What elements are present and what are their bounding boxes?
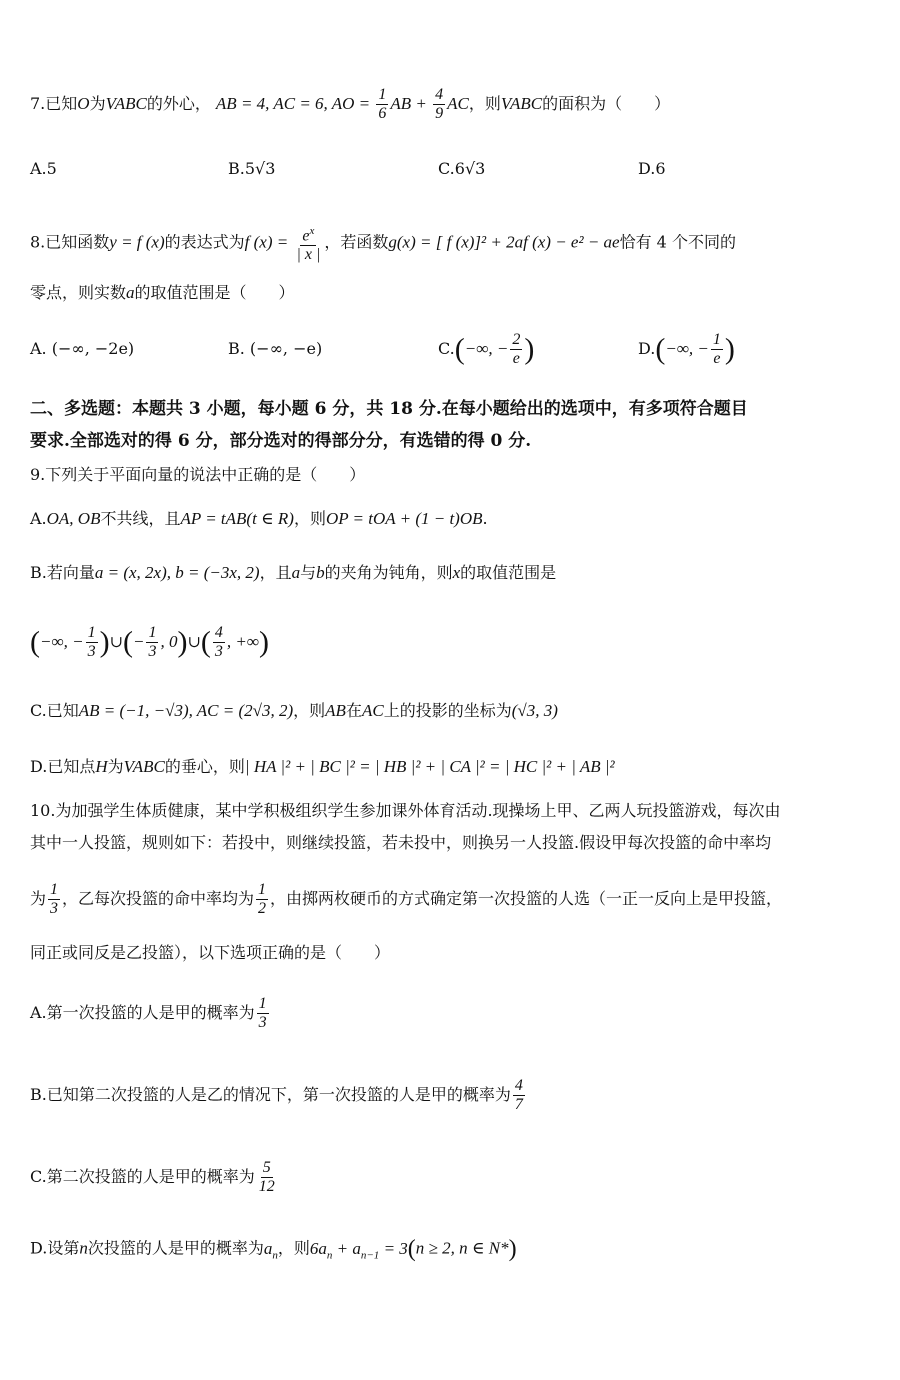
- q8-text: 零点，则实数: [30, 283, 127, 302]
- q7-triangle: VABC: [105, 94, 147, 113]
- q7-text: 7.已知: [30, 94, 78, 113]
- q8-option-b: B. (−∞, −e): [228, 339, 323, 358]
- q7-vector-ac: AC: [447, 94, 469, 113]
- q9-option-c: C.已知AB = (−1, −√3), AC = (2√3, 2)，则AB在AC上的投影的坐标为(√3, 3): [30, 701, 558, 720]
- q7-condition: AB = 4, AC = 6, AO =: [215, 94, 375, 113]
- q8-text: 的取值范围是（ ）: [134, 283, 295, 302]
- q7-option-b: B.5√3: [228, 159, 276, 178]
- q7-math-o: O: [77, 94, 90, 113]
- q9-option-b-set: (−∞, − $\frac{1}{3}$ )∪(− $\frac{1}{3}$ , 0)∪( $\frac{4}{3}$ , +∞): [30, 624, 269, 660]
- q8-text: 的表达式为: [164, 232, 245, 252]
- q9-option-d: D.已知点H为VABC的垂心，则| HA |² + | BC |² = | HB |² + | CA |² = | HC |² + | AB |²: [30, 757, 615, 776]
- q10-stem-line4: 同正或同反是乙投篮），以下选项正确的是（ ）: [30, 943, 391, 962]
- q8-stem-line2: [30, 282, 875, 304]
- q7-vector-ab: AB +: [390, 94, 432, 113]
- q8-text: 8.已知函数: [30, 232, 110, 252]
- q10-option-d: D.设第n次投篮的人是甲的概率为$a_n$，则$6a_n + a_{n-1} = 3(n \ge 2$, n ∈ N*): [30, 1236, 517, 1262]
- q7-text: ，则: [468, 94, 501, 113]
- q10-option-b: B.已知第二次投篮的人是乙的情况下，第一次投篮的人是甲的概率为 $\frac{4}{7}$: [30, 1077, 523, 1113]
- q8-frac: $\frac{e^x}{| x |}$: [294, 222, 322, 264]
- q8-stem: [30, 222, 875, 264]
- q7-text: 为: [89, 94, 106, 113]
- q10-stem-line3: 为 $\frac{1}{3}$ ，乙每次投篮的命中率均为 $\frac{1}{2}$ ，由掷两枚硬币的方式确定第一次投篮的人选（一正一反向上是甲投篮，: [30, 881, 783, 917]
- section2-heading-line2: 要求.全部选对的得 6 分，部分选对的得部分分，有选错的得 0 分.: [30, 431, 532, 451]
- q7-option-a: A.5: [30, 159, 57, 178]
- q7-option-d: D.6: [638, 159, 666, 178]
- q7-text: 的外心，: [146, 94, 211, 113]
- q10-stem-line1: 10.为加强学生体质健康，某中学积极组织学生参加课外体育活动.现操场上甲、乙两人玩投篮游戏，每次由: [30, 801, 781, 820]
- q7-stem: [30, 86, 875, 123]
- q8-fx: f (x) =: [244, 232, 293, 252]
- q7-frac-1: $\frac{1}{6}$: [378, 86, 387, 122]
- q7-triangle: VABC: [500, 94, 543, 113]
- q8-option-d: D.(−∞, − $\frac{1}{e}$ ): [638, 331, 735, 367]
- q10-stem-line2: 其中一人投篮，规则如下：若投中，则继续投篮，若未投中，则换另一人投篮.假设甲每次投篮的命中率均: [30, 833, 772, 852]
- q8-text: 恰有 4 个不同的: [619, 232, 736, 252]
- q7-frac-2: $\frac{4}{9}$: [435, 86, 444, 122]
- q7-option-c: C.6√3: [438, 159, 486, 178]
- q9-stem: 9.下列关于平面向量的说法中正确的是（ ）: [30, 465, 366, 484]
- q10-option-c: C.第二次投篮的人是甲的概率为 $\frac{5}{12}$: [30, 1159, 275, 1195]
- q8-function: y = f (x): [109, 232, 165, 252]
- q8-option-a: A. (−∞, −2e): [30, 339, 135, 358]
- q10-option-a: A.第一次投篮的人是甲的概率为 $\frac{1}{3}$: [30, 995, 267, 1031]
- q7-text: 的面积为（ ）: [542, 94, 671, 113]
- q8-gx: g(x) = [ f (x)]² + 2af (x) − e² − ae: [388, 232, 620, 252]
- section2-heading: 二、多选题：本题共 3 小题，每小题 6 分，共 18 分.在每小题给出的选项中，有多项符合题目: [30, 399, 748, 419]
- q9-option-b: B.若向量a = (x, 2x), b = (−3x, 2)，且a与b的夹角为钝角，则x的取值范围是: [30, 563, 557, 582]
- q9-option-a: A.OA, OB不共线，且AP = tAB(t ∈ R)，则OP = tOA + (1 − t)OB.: [30, 509, 488, 528]
- q8-text: ，若函数: [324, 232, 389, 252]
- q8-var-a: a: [126, 283, 135, 302]
- q8-option-c: C.(−∞, − $\frac{2}{e}$ ): [438, 331, 535, 367]
